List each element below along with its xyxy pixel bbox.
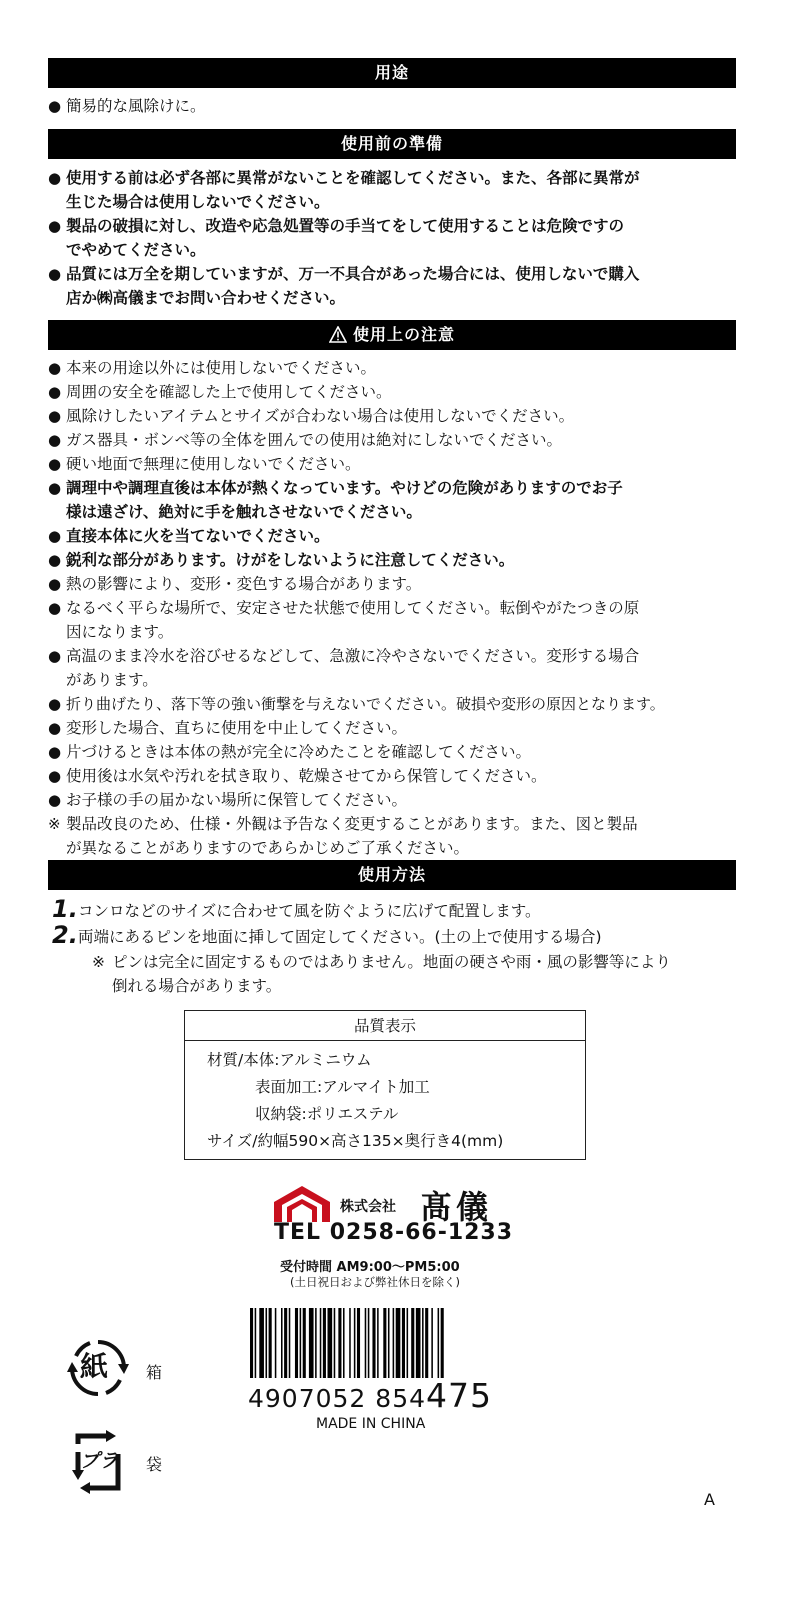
section-title: 使用上の注意 <box>352 325 455 344</box>
paper-mark-text: 紙 <box>80 1350 109 1383</box>
country-of-origin: MADE IN CHINA <box>316 1416 426 1432</box>
list-item: ● 折り曲げたり、落下等の強い衝撃を与えないでください。破損や変形の原因となります。 <box>48 692 748 716</box>
step-text: コンロなどのサイズに合わせて風を防ぐように広げて配置します。 <box>78 902 541 920</box>
list-item-cont: 因になります。 <box>66 623 174 641</box>
step-2 <box>48 921 748 950</box>
list-item-cont: があります。 <box>66 671 158 689</box>
barcode-number <box>248 1376 492 1415</box>
house-logo-icon <box>272 1184 332 1224</box>
section-header-usage <box>48 860 736 890</box>
quality-row: 収納袋:ポリエステル <box>255 1105 399 1123</box>
section-title: 用途 <box>374 63 409 82</box>
section-header-prep <box>48 129 736 159</box>
reception-hours: 受付時間 AM9:00〜PM5:00 <box>280 1260 460 1275</box>
list-item: ● 調理中や調理直後は本体が熱くなっています。やけどの危険がありますのでお子 <box>48 476 748 500</box>
list-item-cont: 様は遠ざけ、絶対に手を触れさせないでください。 <box>66 503 422 521</box>
step-1 <box>48 895 748 924</box>
list-item: ● 本来の用途以外には使用しないでください。 <box>48 356 748 380</box>
list-item: ● 周囲の安全を確認した上で使用してください。 <box>48 380 748 404</box>
list-item: ● 使用する前は必ず各部に異常がないことを確認してください。また、各部に異常が <box>48 166 748 190</box>
caution-body <box>48 356 748 860</box>
note-text: ピンは完全に固定するものではありません。地面の硬さや雨・風の影響等により <box>112 953 671 971</box>
phone-number: TEL 0258-66-1233 <box>274 1220 514 1245</box>
section-title: 使用前の準備 <box>340 134 443 153</box>
list-item: ● 製品の破損に対し、改造や応急処置等の手当てをして使用することは危険ですの <box>48 214 748 238</box>
note-text: 倒れる場合があります。 <box>112 977 282 995</box>
prep-body <box>48 166 748 310</box>
plastic-recycle-icon <box>66 1430 130 1494</box>
plastic-mark-text: プラ <box>80 1450 119 1472</box>
usage-note <box>48 950 748 974</box>
reception-hours-note: (土日祝日および弊社休日を除く) <box>290 1275 460 1289</box>
plastic-label: 袋 <box>146 1455 163 1474</box>
barcode-digits-large: 475 <box>426 1376 493 1415</box>
corner-mark: A <box>704 1490 715 1509</box>
usage-note-cont <box>48 974 748 998</box>
list-item-cont: でやめてください。 <box>66 241 206 259</box>
usage-body <box>48 895 748 998</box>
step-text: 両端にあるピンを地面に挿して固定してください。(土の上で使用する場合) <box>78 928 602 946</box>
note-mark: ※ <box>92 953 105 971</box>
list-item: ● なるべく平らな場所で、安定させた状態で使用してください。転倒やがたつきの原 <box>48 596 748 620</box>
note-item-cont: が異なることがありますのであらかじめご了承ください。 <box>66 839 470 857</box>
list-item: ● 硬い地面で無理に使用しないでください。 <box>48 452 748 476</box>
step-number: 2. <box>52 921 78 949</box>
list-item: ● 片づけるときは本体の熱が完全に冷めたことを確認してください。 <box>48 740 748 764</box>
section-header-purpose <box>48 58 736 88</box>
list-item: ● お子様の手の届かない場所に保管してください。 <box>48 788 748 812</box>
quality-label-box <box>184 1010 586 1160</box>
quality-rows <box>185 1041 585 1155</box>
paper-recycle-icon <box>66 1336 130 1400</box>
list-item: ● 高温のまま冷水を浴びせるなどして、急激に冷やさないでください。変形する場合 <box>48 644 748 668</box>
section-header-caution <box>48 320 736 350</box>
list-item-cont: 生じた場合は使用しないでください。 <box>66 193 330 211</box>
list-item: ● 品質には万全を期していますが、万一不具合があった場合には、使用しないで購入 <box>48 262 748 286</box>
list-item: ● 変形した場合、直ちに使用を中止してください。 <box>48 716 748 740</box>
list-item: ● 鋭利な部分があります。けがをしないように注意してください。 <box>48 548 748 572</box>
warning-icon <box>329 326 347 343</box>
list-item-cont: 店か㈱高儀までお問い合わせください。 <box>66 289 346 307</box>
list-item: ● 熱の影響により、変形・変色する場合があります。 <box>48 572 748 596</box>
quality-row: サイズ/約幅590×高さ135×奥行き4(mm) <box>207 1132 504 1150</box>
barcode-digits: 4907052 854 <box>248 1384 427 1413</box>
list-item: ● 簡易的な風除けに。 <box>48 94 748 118</box>
list-item: ● 使用後は水気や汚れを拭き取り、乾燥させてから保管してください。 <box>48 764 748 788</box>
barcode <box>248 1308 528 1378</box>
quality-row: 表面加工:アルマイト加工 <box>255 1078 430 1096</box>
list-item: ● ガス器具・ボンベ等の全体を囲んでの使用は絶対にしないでください。 <box>48 428 748 452</box>
company-type: 株式会社 <box>340 1199 396 1215</box>
note-item: ※ 製品改良のため、仕様・外観は予告なく変更することがあります。また、図と製品 <box>48 812 748 836</box>
quality-title: 品質表示 <box>185 1011 585 1041</box>
company-name: 髙儀 <box>420 1188 493 1226</box>
step-number: 1. <box>52 895 78 923</box>
purpose-body <box>48 94 748 118</box>
list-item: ● 風除けしたいアイテムとサイズが合わない場合は使用しないでください。 <box>48 404 748 428</box>
section-title: 使用方法 <box>357 865 426 884</box>
paper-label: 箱 <box>146 1363 163 1382</box>
list-item: ● 直接本体に火を当てないでください。 <box>48 524 748 548</box>
quality-row: 材質/本体:アルミニウム <box>207 1051 372 1069</box>
